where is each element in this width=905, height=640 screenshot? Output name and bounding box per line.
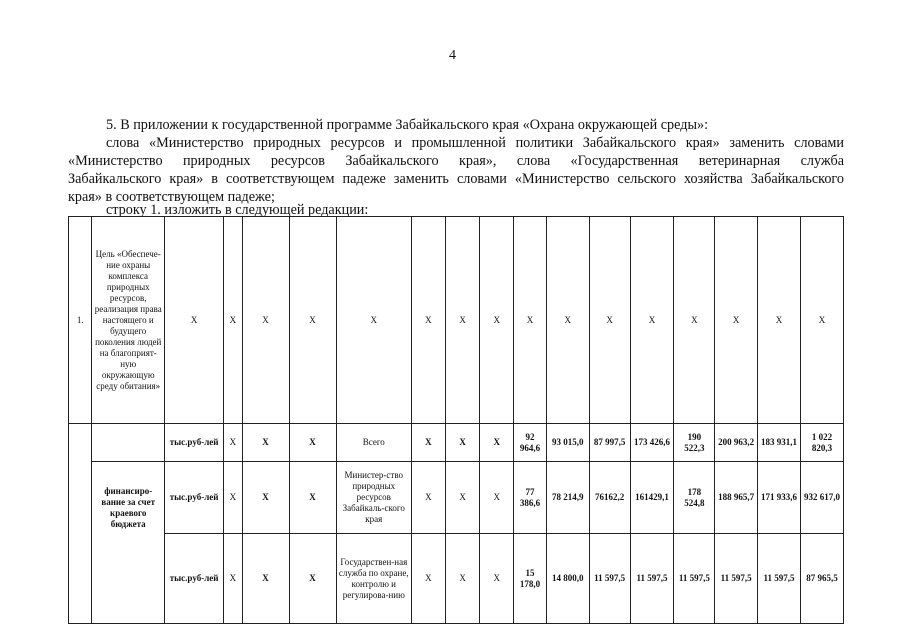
page-number: 4	[449, 48, 456, 63]
cell-x: X	[224, 424, 242, 462]
value-cell: 87 965,5	[800, 534, 843, 624]
cell-x: X	[480, 534, 514, 624]
value-cell: 161429,1	[630, 462, 674, 534]
funding-label: финансиро-вание за счет краевого бюджета	[92, 462, 164, 624]
row-number: 1.	[69, 217, 92, 424]
value-cell: 87 997,5	[589, 424, 630, 462]
value-cell: 11 597,5	[758, 534, 801, 624]
cell-x: X	[224, 462, 242, 534]
paragraph-replace-line-4: края» в соответствующем падеже;	[68, 189, 275, 205]
unit-cell: тыс.руб-лей	[164, 462, 223, 534]
cell-x: X	[289, 217, 336, 424]
executor-cell: Всего	[336, 424, 412, 462]
cell-x: X	[242, 462, 289, 534]
paragraph-row-instruction: строку 1. изложить в следующей редакции:	[106, 202, 369, 218]
value-cell: 77 386,6	[514, 462, 547, 534]
cell-x: X	[242, 534, 289, 624]
table-row-goal	[69, 217, 844, 424]
value-cell: 173 426,6	[630, 424, 674, 462]
paragraph-intro: 5. В приложении к государственной программе Забайкальского края «Охрана окружающей среды»:	[106, 117, 709, 133]
paragraph-replace-line-2: «Министерство природных ресурсов Забайкальского края», слова «Государственная ветеринарная служба	[68, 153, 844, 169]
cell-x: X	[224, 534, 242, 624]
value-cell: 15 178,0	[514, 534, 547, 624]
cell-x: X	[514, 217, 547, 424]
value-cell: 11 597,5	[715, 534, 758, 624]
cell-x: X	[289, 462, 336, 534]
cell-x: X	[800, 217, 843, 424]
value-cell: 171 933,6	[758, 462, 801, 534]
value-cell: 11 597,5	[589, 534, 630, 624]
cell-x: X	[164, 217, 223, 424]
paragraph-replace-line-1: слова «Министерство природных ресурсов и промышленной политики Забайкальского края» заменить словами	[106, 135, 844, 151]
goal-text: Цель «Обеспече-ние охраны комплекса природных ресурсов, реализация права настоящего и будущего поколения людей на благоприят-ную окружающую среду обитания»	[92, 217, 164, 424]
empty-number-cell	[69, 424, 92, 624]
value-cell: 76162,2	[589, 462, 630, 534]
value-cell: 78 214,9	[546, 462, 589, 534]
cell-x: X	[480, 462, 514, 534]
cell-x: X	[289, 424, 336, 462]
cell-x: X	[715, 217, 758, 424]
cell-x: X	[546, 217, 589, 424]
cell-x: X	[758, 217, 801, 424]
cell-x: X	[412, 217, 446, 424]
value-cell: 11 597,5	[674, 534, 715, 624]
table-row-total	[69, 424, 844, 462]
value-cell: 11 597,5	[630, 534, 674, 624]
cell-x: X	[445, 462, 480, 534]
value-cell: 190 522,3	[674, 424, 715, 462]
paragraph-replace-line-3: Забайкальского края» в соответствующем падеже заменить словами «Министерство сельского хозяйства Забайкальского	[68, 171, 844, 187]
cell-x: X	[242, 217, 289, 424]
value-cell: 14 800,0	[546, 534, 589, 624]
table-row-vet-service	[69, 534, 844, 624]
funding-label-top	[92, 424, 164, 462]
cell-x: X	[445, 424, 480, 462]
cell-x: X	[630, 217, 674, 424]
executor-cell: Государствен-ная служба по охране, контролю и регулирова-нию	[336, 534, 412, 624]
cell-x: X	[289, 534, 336, 624]
value-cell: 178 524,8	[674, 462, 715, 534]
value-cell: 93 015,0	[546, 424, 589, 462]
cell-x: X	[336, 217, 412, 424]
cell-x: X	[480, 217, 514, 424]
cell-x: X	[445, 534, 480, 624]
cell-x: X	[480, 424, 514, 462]
cell-x: X	[674, 217, 715, 424]
cell-x: X	[412, 424, 446, 462]
table-row-ministry	[69, 462, 844, 534]
cell-x: X	[445, 217, 480, 424]
value-cell: 1 022 820,3	[800, 424, 843, 462]
value-cell: 932 617,0	[800, 462, 843, 534]
cell-x: X	[589, 217, 630, 424]
unit-cell: тыс.руб-лей	[164, 424, 223, 462]
cell-x: X	[224, 217, 242, 424]
unit-cell: тыс.руб-лей	[164, 534, 223, 624]
value-cell: 188 965,7	[715, 462, 758, 534]
value-cell: 200 963,2	[715, 424, 758, 462]
cell-x: X	[242, 424, 289, 462]
executor-cell: Министер-ство природных ресурсов Забайкаль-ского края	[336, 462, 412, 534]
value-cell: 92 964,6	[514, 424, 547, 462]
cell-x: X	[412, 534, 446, 624]
cell-x: X	[412, 462, 446, 534]
value-cell: 183 931,1	[758, 424, 801, 462]
program-table	[68, 216, 844, 624]
